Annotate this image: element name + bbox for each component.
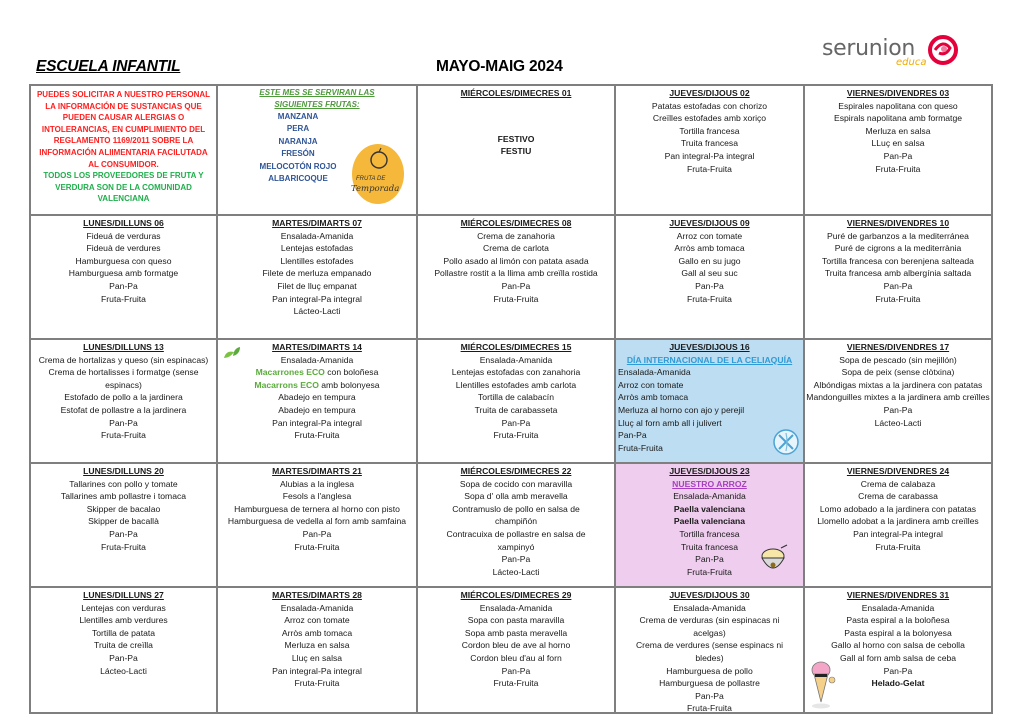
day-cell-03 bbox=[805, 86, 991, 216]
dish-item: Contracuixa de pollastre en salsa de xampinyó bbox=[446, 528, 586, 552]
day-header: MIÉRCOLES/DIMECRES 08 bbox=[460, 218, 572, 228]
dish-item: Fruta-Fruita bbox=[294, 678, 340, 689]
day-header: MIÉRCOLES/DIMECRES 01 bbox=[460, 88, 572, 98]
dish-item: Llentilles estofades amb carlota bbox=[455, 379, 577, 390]
dish-item: Cordon bleu d'au al forn bbox=[470, 652, 562, 663]
dish-item: Lácteo-Lacti bbox=[100, 665, 147, 676]
fruits-cell bbox=[218, 86, 418, 216]
dish-item: Truita de carabasseta bbox=[474, 404, 558, 415]
dish-item: Fruta-Fruita bbox=[493, 293, 539, 304]
dish-list bbox=[418, 354, 614, 442]
dish-item: Pan-Pa bbox=[109, 528, 138, 539]
dish-list bbox=[805, 100, 991, 176]
logo-subtext: educa bbox=[896, 57, 927, 68]
dish-item: Crema de verdures (sense espinacs ni bledes) bbox=[635, 640, 784, 663]
eco-leaf-icon bbox=[222, 346, 242, 362]
dish-item: Arroz con tomate bbox=[618, 379, 684, 390]
logo-text: serunion bbox=[822, 36, 916, 61]
dish-item: Fruta-Fruita bbox=[875, 163, 921, 174]
day-cell-10 bbox=[805, 216, 991, 340]
day-header: LUNES/DILLUNS 06 bbox=[83, 218, 164, 228]
dish-item: Fruta-Fruita bbox=[875, 293, 921, 304]
day-header: JUEVES/DIJOUS 02 bbox=[669, 88, 750, 98]
day-cell-21 bbox=[218, 464, 418, 588]
dish-item: Pasta espiral a la bolonyesa bbox=[844, 627, 952, 638]
dish-item: Pan integral-Pa integral bbox=[272, 293, 362, 304]
dish-item: Tortilla francesa bbox=[679, 528, 740, 539]
dish-item: Skipper de bacallà bbox=[88, 516, 159, 527]
fruit-item: PERA bbox=[286, 124, 310, 134]
fruit-item: NARANJA bbox=[278, 136, 318, 146]
dish-item: Hamburguesa con queso bbox=[75, 255, 172, 266]
dish-item: Fideuá de verduras bbox=[86, 230, 161, 241]
celiac-day-label: DÍA INTERNACIONAL DE LA CELIAQUÍA bbox=[626, 354, 793, 365]
day-header: MIÉRCOLES/DIMECRES 22 bbox=[460, 466, 572, 476]
dish-item: Fruta-Fruita bbox=[687, 163, 732, 174]
day-header: MIÉRCOLES/DIMECRES 29 bbox=[460, 590, 572, 600]
dish-item: Hamburguesa de pollo bbox=[666, 665, 753, 676]
dish-item: Gallo en su jugo bbox=[678, 255, 741, 266]
dish-item: Sopa d' olla amb meravella bbox=[464, 491, 568, 502]
ice-cream-icon bbox=[810, 660, 836, 710]
allergen-notice: PUEDES SOLICITAR A NUESTRO PERSONAL LA INFORMACIÓN DE SUSTANCIAS QUE PUEDEN CAUSAR ALERGIAS O INTOLERANCIAS, EN CUMPLIMIENTO DEL REGLAMENTO 1169/2011 SOBRE LA INFORMACIÓN ALIIMENTARIA FACILUTADA AL CONSUMIDOR. bbox=[36, 90, 211, 169]
day-header: VIERNES/DIVENDRES 17 bbox=[846, 342, 950, 352]
dish-list bbox=[31, 230, 216, 306]
day-header: JUEVES/DIJOUS 23 bbox=[669, 466, 750, 476]
dish-item: LLuç en salsa bbox=[871, 138, 925, 149]
dish-item: Fruta-Fruita bbox=[101, 541, 146, 552]
dish-item: Crema de verduras (sin espinacas ni acelgas) bbox=[639, 615, 780, 638]
dish-item: Creïlles estofades amb xoriço bbox=[652, 113, 767, 124]
dish-item: Llomello adobat a la jardinera amb creïlles bbox=[817, 516, 979, 527]
dish-item: Ensalada-Amanida bbox=[280, 230, 354, 241]
serunion-logo bbox=[822, 34, 982, 70]
dish-item: Crema de calabaza bbox=[860, 478, 936, 489]
holiday-va: FESTIU bbox=[500, 146, 532, 157]
dish-item: Truita francesa bbox=[681, 541, 738, 552]
dish-item: Arròs amb tomaca bbox=[674, 243, 745, 254]
dish-item: Pan-Pa bbox=[883, 280, 913, 291]
dish-item: Fruta-Fruita bbox=[875, 541, 921, 552]
dish-item: Albóndigas mixtas a la jardinera con patatas bbox=[813, 379, 983, 390]
supplier-notice: TODOS LOS PROVEEDORES DE FRUTA Y VERDURA SON DE LA COMUNIDAD VALENCIANA bbox=[43, 171, 204, 204]
dish-item: Pasta espiral a la boloñesa bbox=[846, 615, 950, 626]
dish-item: Sopa de peix (sense clòtxina) bbox=[841, 367, 955, 378]
dish-item: Crema de carabassa bbox=[858, 491, 938, 502]
dish-item: Sopa de pescado (sin mejillón) bbox=[839, 354, 957, 365]
day-header: MARTES/DIMARTS 14 bbox=[272, 342, 362, 352]
dish-item-bold: Paella valenciana bbox=[673, 516, 746, 527]
dish-item: Fruta-Fruita bbox=[618, 442, 663, 453]
dish-list bbox=[418, 230, 614, 306]
day-cell-27 bbox=[31, 588, 218, 712]
dish-item: Puré de garbanzos a la mediterránea bbox=[827, 230, 969, 241]
day-cell-09 bbox=[616, 216, 805, 340]
day-header: JUEVES/DIJOUS 09 bbox=[669, 218, 750, 228]
dish-item: Fruta-Fruita bbox=[493, 678, 539, 689]
dish-item: Tortilla de calabacín bbox=[478, 392, 554, 403]
day-header: MARTES/DIMARTS 21 bbox=[272, 466, 362, 476]
dish-item: Ensalada-Amanida bbox=[280, 602, 354, 613]
dish-item: Arròs amb tomaca bbox=[281, 627, 353, 638]
dish-item: Pan-Pa bbox=[501, 280, 531, 291]
dish-item: Merluza en salsa bbox=[865, 125, 931, 136]
dish-item: Pan-Pa bbox=[109, 280, 138, 291]
dish-item: Contramuslo de pollo en salsa de champiñón bbox=[452, 503, 580, 527]
dish-item: Crema de hortalisses i formatge (sense espinacs) bbox=[48, 367, 199, 390]
dish-item: Pan integral-Pa integral bbox=[664, 150, 755, 161]
dish-text: amb bolonyesa bbox=[318, 379, 380, 390]
day-cell-24 bbox=[805, 464, 991, 588]
dish-list bbox=[418, 602, 614, 690]
month-title: MAYO-MAIG 2024 bbox=[436, 58, 563, 75]
menu-calendar bbox=[29, 84, 993, 714]
dish-item: Pan integral-Pa integral bbox=[272, 665, 362, 676]
dish-item: Lentejas estofadas bbox=[280, 243, 354, 254]
day-cell-23-rice bbox=[616, 464, 805, 588]
dish-item: Fruta-Fruita bbox=[687, 566, 732, 577]
rice-bowl-icon bbox=[759, 544, 789, 576]
dish-item: Cordon bleu de ave al horno bbox=[461, 640, 571, 651]
day-header: VIERNES/DIVENDRES 31 bbox=[846, 590, 950, 600]
dish-item: Truita francesa bbox=[681, 138, 738, 149]
day-cell-14 bbox=[218, 340, 418, 464]
day-header: MARTES/DIMARTS 28 bbox=[272, 590, 362, 600]
dish-item: Ensalada-Amanida bbox=[673, 491, 746, 502]
fruit-item: FRESÓN bbox=[281, 149, 315, 159]
dish-item: Estofat de pollastre a la jardinera bbox=[60, 404, 187, 415]
dish-item: Ensalada-Amanida bbox=[618, 367, 691, 378]
fruta-temporada-badge bbox=[348, 140, 404, 210]
day-cell-06 bbox=[31, 216, 218, 340]
eco-label: Macarrons ECO bbox=[254, 379, 319, 390]
day-header: JUEVES/DIJOUS 30 bbox=[669, 590, 750, 600]
dish-item: Tallarines con pollo y tomate bbox=[69, 478, 178, 489]
day-cell-01 bbox=[418, 86, 616, 216]
day-header: MARTES/DIMARTS 07 bbox=[272, 218, 362, 228]
rice-day-label: NUESTRO ARROZ bbox=[672, 478, 747, 489]
day-cell-22 bbox=[418, 464, 616, 588]
dish-item: Filete de merluza empanado bbox=[262, 268, 372, 279]
fruit-item: MELOCOTÓN ROJO bbox=[259, 161, 337, 171]
dish-item: Pan-Pa bbox=[501, 554, 531, 565]
dish-item: Pan integral-Pa integral bbox=[853, 528, 943, 539]
day-cell-29 bbox=[418, 588, 616, 712]
dish-item: Fruta-Fruita bbox=[493, 430, 539, 441]
day-cell-07 bbox=[218, 216, 418, 340]
dish-item: Ensalada-Amanida bbox=[861, 602, 935, 613]
dish-item: Ensalada-Amanida bbox=[673, 602, 746, 613]
dish-item: Puré de cigrons a la mediterrània bbox=[834, 243, 962, 254]
dish-item: Skipper de bacalao bbox=[86, 503, 161, 514]
day-cell-28 bbox=[218, 588, 418, 712]
dish-item: Espirales napolitana con queso bbox=[838, 100, 958, 111]
dish-list bbox=[805, 478, 991, 554]
dish-item: Pan-Pa bbox=[501, 665, 531, 676]
dish-item: Gall al forn amb salsa de ceba bbox=[839, 652, 957, 663]
day-cell-30 bbox=[616, 588, 805, 712]
dish-item: Lluç en salsa bbox=[291, 652, 343, 663]
dish-item: Alubias a la inglesa bbox=[279, 478, 355, 489]
dish-list bbox=[218, 230, 416, 318]
dish-item: Llentilles estofades bbox=[280, 255, 354, 266]
dish-list bbox=[218, 391, 416, 441]
dish-item: Pan-Pa bbox=[695, 690, 724, 701]
badge-text-1: FRUTA DE bbox=[356, 176, 386, 182]
day-cell-15 bbox=[418, 340, 616, 464]
dish-item: Crema de carlota bbox=[483, 243, 549, 254]
dish-item: Hamburguesa de ternera al horno con pisto bbox=[234, 503, 400, 514]
dish-list bbox=[805, 230, 991, 306]
dish-item: Gall al seu suc bbox=[681, 268, 738, 279]
dish-item: Hamburguesa de vedella al forn amb samfaina bbox=[227, 516, 407, 527]
dish-item: Pan-Pa bbox=[302, 528, 332, 539]
dish-item: Sopa con pasta maravilla bbox=[467, 615, 565, 626]
dish-list bbox=[31, 602, 216, 678]
badge-text-2: Temporada bbox=[351, 184, 400, 194]
dish-item: Fruta-Fruita bbox=[294, 430, 340, 441]
day-header: JUEVES/DIJOUS 16 bbox=[669, 342, 750, 352]
holiday-label bbox=[418, 133, 614, 158]
dish-item: Fruta-Fruita bbox=[687, 293, 732, 304]
day-cell-17 bbox=[805, 340, 991, 464]
eco-label: Macarrones ECO bbox=[255, 367, 325, 378]
dish-item: Lentejas estofadas con zanahoria bbox=[451, 367, 581, 378]
dish-item: Pan-Pa bbox=[883, 404, 913, 415]
dish-item: Pan-Pa bbox=[501, 417, 531, 428]
gluten-free-icon bbox=[772, 428, 800, 456]
dish-item: Merluza al horno con ajo y perejil bbox=[618, 404, 745, 415]
day-header: MIÉRCOLES/DIMECRES 15 bbox=[460, 342, 572, 352]
day-cell-16-celiac bbox=[616, 340, 805, 464]
dish-item: Pan-Pa bbox=[109, 417, 138, 428]
day-cell-02 bbox=[616, 86, 805, 216]
dish-item-bold: Paella valenciana bbox=[673, 503, 746, 514]
dish-item: Tallarines amb pollastre i tomaca bbox=[60, 491, 187, 502]
dish-item: Arroz con tomate bbox=[284, 615, 350, 626]
dish-item: Pan integral-Pa integral bbox=[272, 417, 362, 428]
dish-item: Pan-Pa bbox=[883, 665, 913, 676]
dish-item: Fideuà de verdures bbox=[86, 243, 161, 254]
dish-item: Lomo adobado a la jardinera con patatas bbox=[819, 503, 977, 514]
dish-item: Truita francesa amb albergínia saltada bbox=[824, 268, 972, 279]
holiday-es: FESTIVO bbox=[497, 133, 535, 144]
day-cell-20 bbox=[31, 464, 218, 588]
dish-item: Llentilles amb verdures bbox=[79, 615, 168, 626]
dish-item: Truita de creïlla bbox=[94, 640, 153, 651]
dish-item: Arròs amb tomaca bbox=[618, 392, 689, 403]
dish-item: Arroz con tomate bbox=[676, 230, 743, 241]
day-header: LUNES/DILLUNS 20 bbox=[83, 466, 164, 476]
dish-item: Merluza en salsa bbox=[284, 640, 350, 651]
dish-item: Hamburguesa amb formatge bbox=[68, 268, 179, 279]
dish-item-eco bbox=[218, 366, 416, 379]
dish-item-eco bbox=[218, 379, 416, 392]
dish-item: Fesols a l'anglesa bbox=[282, 491, 352, 502]
dish-item: Lácteo-Lacti bbox=[293, 306, 341, 317]
dish-item: Espirals napolitana amb formatge bbox=[833, 113, 963, 124]
dish-item: Ensalada-Amanida bbox=[479, 354, 553, 365]
dish-item: Lácteo-Lacti bbox=[874, 417, 922, 428]
dish-item: Ensalada-Amanida bbox=[479, 602, 553, 613]
day-header: VIERNES/DIVENDRES 24 bbox=[846, 466, 950, 476]
dish-list bbox=[616, 230, 803, 306]
dish-item: Pan-Pa bbox=[883, 150, 913, 161]
day-cell-08 bbox=[418, 216, 616, 340]
dish-item: Lentejas con verduras bbox=[81, 602, 166, 613]
dish-item: Tortilla francesa con berenjena salteada bbox=[822, 255, 974, 266]
dish-item: Sopa de cocido con maravilla bbox=[459, 478, 573, 489]
dish-item: Crema de zanahoria bbox=[477, 230, 555, 241]
dish-item: Abadejo en tempura bbox=[278, 404, 356, 415]
day-header: LUNES/DILLUNS 13 bbox=[83, 342, 164, 352]
dish-item: Gallo al horno con salsa de cebolla bbox=[831, 640, 965, 651]
dish-text: con boloñesa bbox=[324, 367, 379, 378]
dish-item: Abadejo en tempura bbox=[278, 392, 356, 403]
dish-item: Patatas estofadas con chorizo bbox=[651, 100, 768, 111]
dish-item: Lluç al forn amb all i julivert bbox=[618, 417, 722, 428]
dish-list bbox=[418, 478, 614, 579]
school-title: ESCUELA INFANTIL bbox=[36, 58, 181, 75]
dish-item: Hamburguesa de pollastre bbox=[659, 678, 760, 689]
dish-item: Ensalada-Amanida bbox=[280, 354, 354, 365]
day-header: VIERNES/DIVENDRES 10 bbox=[846, 218, 950, 228]
dish-item: Pollo asado al limón con patata asada bbox=[443, 255, 589, 266]
dish-list bbox=[31, 478, 216, 554]
dish-list bbox=[616, 602, 803, 712]
dish-item: Sopa amb pasta meravella bbox=[464, 627, 568, 638]
fruit-item: MANZANA bbox=[277, 112, 319, 121]
dish-item: Fruta-Fruita bbox=[101, 293, 146, 304]
dish-item: Pan-Pa bbox=[695, 280, 724, 291]
dish-item: Filet de lluç empanat bbox=[277, 280, 357, 291]
allergen-info-cell bbox=[31, 86, 218, 216]
dish-list bbox=[218, 478, 416, 554]
day-header: VIERNES/DIVENDRES 03 bbox=[846, 88, 950, 98]
dish-list bbox=[805, 354, 991, 430]
dish-item: Pan-Pa bbox=[695, 554, 724, 565]
dish-item: Pollastre rostit a la llima amb creïlla rostida bbox=[434, 268, 598, 279]
dish-item: Mandonguilles mixtes a la jardinera amb creïlles bbox=[806, 392, 990, 403]
day-cell-31 bbox=[805, 588, 991, 712]
dish-item: Tortilla francesa bbox=[679, 125, 740, 136]
dish-item: Estofado de pollo a la jardinera bbox=[64, 392, 183, 403]
dish-list bbox=[31, 354, 216, 442]
dish-item: Fruta-Fruita bbox=[294, 541, 340, 552]
dish-item: Pan-Pa bbox=[109, 652, 138, 663]
fruits-heading: ESTE MES SE SERVIRAN LAS SIGUIENTES FRUTAS: bbox=[259, 88, 375, 109]
dish-item: Lácteo-Lacti bbox=[492, 566, 540, 577]
dish-item-bold: Helado-Gelat bbox=[871, 678, 925, 689]
dish-item: Crema de hortalizas y queso (sin espinacas) bbox=[38, 354, 209, 365]
spiral-e-icon bbox=[926, 34, 960, 68]
day-header: LUNES/DILLUNS 27 bbox=[83, 590, 164, 600]
dish-item: Pan-Pa bbox=[618, 430, 647, 441]
dish-item: Fruta-Fruita bbox=[687, 703, 732, 712]
dish-list bbox=[218, 602, 416, 690]
dish-item: Fruta-Fruita bbox=[101, 430, 146, 441]
day-cell-13 bbox=[31, 340, 218, 464]
dish-item: Tortilla de patata bbox=[91, 627, 156, 638]
dish-list bbox=[616, 100, 803, 176]
fruit-item: ALBARICOQUE bbox=[268, 174, 328, 184]
